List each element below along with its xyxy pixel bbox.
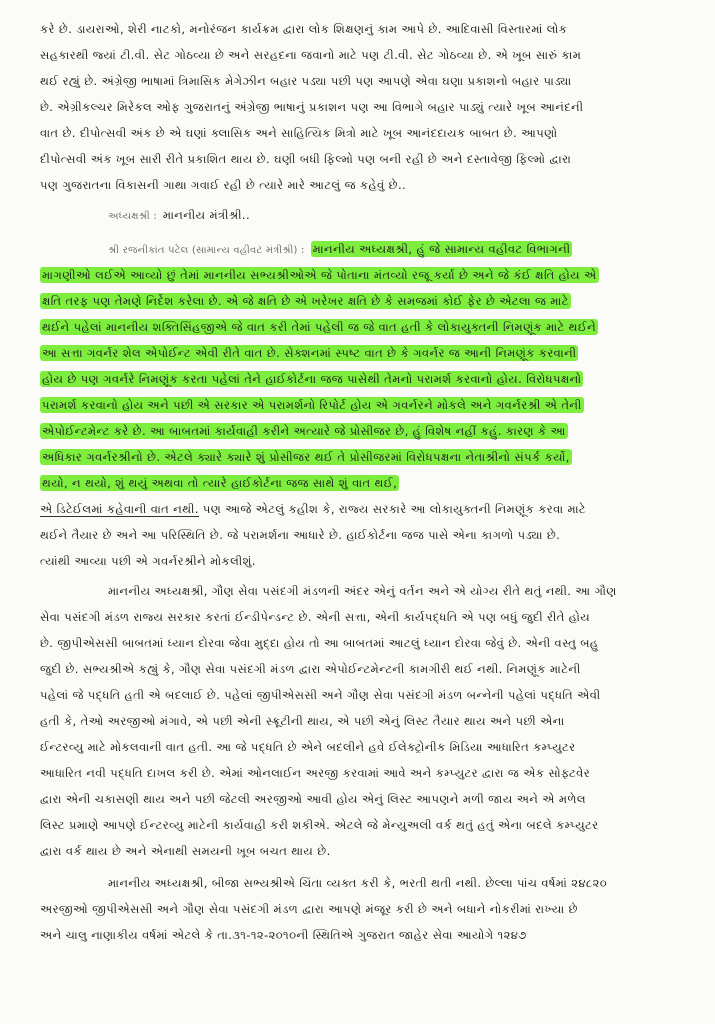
highlighted-text: થઈને પહેલાં માનનીય શક્તિસિંહજીએ જે વાત કરી તેમાં પહેલી જ જે વાત હતી કે લોકાયુક્તની નિમણૂંક માટે થઈને	[42, 320, 597, 334]
text-line: માનનીય અધ્યક્ષશ્રી, ગૌણ સેવા પસંદગી મંડળની અંદર એનું વર્તન અને એ યોગ્ય રીતે થતું નથી. આ ગૌણ	[108, 584, 617, 598]
highlighted-text: થયો, ન થયો, શું થયું અથવા તો ત્યારે હાઈકોર્ટના જજ સાથે શું વાત થઈ,	[42, 476, 398, 490]
text-line: કરે છે. ડાયરાઓ, શેરી નાટકો, મનોરંજન કાર્યક્રમ દ્વારા લોક શિક્ષણનું કામ આપે છે. આદિવાસી વિસ્તારમાં લોક	[40, 22, 568, 36]
text-line: આધારિત નવી પદ્ધતિ દાખલ કરી છે. એમાં ઓનલાઈન અરજી કરવામાં આવે અને કમ્પ્યુટર દ્વારા જ એક સોફ્ટવેર	[40, 766, 591, 780]
text-line: હતી કે, તેઓ અરજીઓ મંગાવે, એ પછી એની સ્ક્રૂટીની થાય, એ પછી એનું લિસ્ટ તૈયાર થાય અને પછી એના	[40, 714, 565, 728]
text-line: થઈ રહ્યું છે. અંગ્રેજી ભાષામાં ત્રિમાસિક મેગેઝીન બહાર પડ્યા પછી પણ આપણે એવા ઘણા પ્રકાશનો બહાર પાડ્યા	[40, 74, 572, 88]
text-line: પહેલાં જે પદ્ધતિ હતી એ બદલાઈ છે. પહેલાં જીપીએસસી અને ગૌણ સેવા પસંદગી મંડળ બન્નેની પહેલાં પદ્ધતિ એવી	[40, 688, 601, 702]
text-line: છે. એગ્રીકલ્ચર મિરેકલ ઓફ ગુજરાતનું અંગ્રેજી ભાષાનું પ્રકાશન પણ આ વિભાગે બહાર પાડ્યું ત્યારે ખૂબ આનંદની	[40, 100, 584, 114]
text-line: વાત છે. દીપોત્સવી અંક છે એ ઘણાં ક્લાસિક અને સાહિત્યિક મિત્રો માટે ખૂબ આનંદદાયક બાબત છે. આપણો	[40, 126, 558, 140]
highlighted-text: ક્ષતિ તરફ પણ તેમણે નિર્દેશ કરેલા છે. એ જે ક્ષતિ છે એ ખરેખર ક્ષતિ છે કે સમજમાં કોઈ ફેર છે એટલા જ માટે	[42, 294, 569, 308]
text-line	[40, 394, 690, 416]
text-line	[40, 472, 690, 494]
text-line: દ્વારા એની ચકાસણી થાય અને પછી જેટલી અરજીઓ આવી હોય એનું લિસ્ટ આપણને મળી જાય અને એ મળેલ	[40, 792, 586, 806]
text-line	[40, 420, 690, 442]
highlighted-text: માનનીય અધ્યક્ષશ્રી, હું જે સામાન્ય વહીવટ વિભાગની	[312, 242, 571, 256]
text-line: છે. જીપીએસસી બાબતમાં ધ્યાન દોરવા જેવા મુદ્દા હોય તો આ બાબતમાં આટલું ધ્યાન દોરવા જેવું છે. એની વસ્તુ બહુ	[40, 636, 599, 650]
speaker-line	[108, 238, 690, 260]
text-line: અરજીઓ જીપીએસસી અને ગૌણ સેવા પસંદગી મંડળ દ્વારા આપણે મંજૂર કરી છે અને બધાને નોકરીમાં રાખ્યા છે	[40, 902, 578, 916]
text-line: સેવા પસંદગી મંડળ રાજ્ય સરકાર કરતાં ઈન્ડીપેન્ડન્ટ છે. એની સત્તા, એની કાર્યપદ્ધતિ એ પણ બધું જુદી રીતે હોય	[40, 610, 591, 624]
text-line: અને ચાલુ નાણાકીય વર્ષમાં એટલે કે તા.૩૧-૧૨-૨૦૧૦ની સ્થિતિએ ગુજરાત જાહેર સેવા આયોગે ૧૨૪૭	[40, 928, 527, 942]
text-line: દ્વારા વર્ક થાય છે અને એનાથી સમયની ખૂબ બચત થાય છે.	[40, 844, 331, 858]
speaker-text: માનનીય મંત્રીશ્રી..	[162, 208, 250, 222]
speaker-line	[108, 204, 690, 226]
text-line: ત્યાંથી આવ્યા પછી એ ગવર્નરશ્રીને મોકલીશું.	[40, 554, 256, 568]
text-line	[40, 264, 690, 286]
text-line: માનનીય અધ્યક્ષશ્રી, બીજા સભ્યશ્રીએ ચિંતા વ્યક્ત કરી કે, ભરતી થતી નથી. છેલ્લા પાંચ વર્ષમાં ૨૪૮૨૦	[108, 876, 608, 890]
text-line: દીપોત્સવી અંક ખૂબ સારી રીતે પ્રકાશિત થાય છે. ઘણી બધી ફિલ્મો પણ બની રહી છે અને દસ્તાવેજી ફિલ્મો દ્વારા	[40, 152, 572, 166]
speaker-name: શ્રી રજનીકાંત પટેલ (સામાન્ય વહીવટ મંત્રીશ્રી) :	[108, 245, 305, 256]
highlighted-text: આ સત્તા ગવર્નર શેલ એપોઈન્ટ એવી રીતે વાત છે. સેક્શનમાં સ્પષ્ટ વાત છે કે ગવર્નર જ આની નિમણૂંક કરવાની	[42, 346, 577, 360]
highlighted-text: માગણીઓ લઈએ આવ્યો છું તેમાં માનનીય સભ્યશ્રીઓએ જે પોતાના મંતવ્યો રજૂ કર્યા છે અને જે કંઈ ક્ષતિ હોય એ	[42, 268, 597, 282]
highlighted-text: એપોઈન્ટમેન્ટ કરે છે. આ બાબતમાં કાર્યવાહી કરીને અત્યારે જે પ્રોસીજર છે, હું વિશેષ નહીં કહું. કારણ કે આ	[42, 424, 566, 438]
text-line	[40, 446, 690, 468]
text-line: ઈન્ટરવ્યુ માટે મોકલવાની વાત હતી. આ જે પદ્ધતિ છે એને બદલીને હવે ઈલેક્ટ્રોનીક મિડિયા આધારિત કમ્પ્યુટર	[40, 740, 576, 754]
speaker-name: અધ્યક્ષશ્રી :	[108, 211, 157, 222]
text-line	[40, 316, 690, 338]
underlined-text: એ ડિટેઈલમાં કહેવાની વાત નથી.	[40, 502, 199, 516]
text-line: સહકારથી જ્યાં ટી.વી. સેટ ગોઠવ્યા છે અને સરહદના જવાનો માટે પણ ટી.વી. સેટ ગોઠવ્યા છે. એ ખૂબ સારું કામ	[40, 48, 582, 62]
highlighted-text: પરામર્શ કરવાનો હોય અને પછી એ સરકાર એ પરામર્શનો રિપોર્ટ હોય એ ગવર્નરને મોકલે અને ગવર્નરશ્રી એ તેની	[42, 398, 582, 412]
text-line	[40, 290, 690, 312]
text-line: પણ ગુજરાતના વિકાસની ગાથા ગવાઈ રહી છે ત્યારે મારે આટલું જ કહેવું છે..	[40, 178, 407, 192]
text-line: જુદી છે. સભ્યશ્રીએ કહ્યું કે, ગૌણ સેવા પસંદગી મંડળ દ્વારા એપોઈન્ટમેન્ટની કામગીરી થઈ નથી. નિમણૂંક માટેની	[40, 662, 581, 676]
text-line	[40, 498, 690, 520]
text-line	[40, 342, 690, 364]
text-span: પણ આજે એટલું કહીશ કે, રાજ્ય સરકારે આ લોકાયુક્તની નિમણૂંક કરવા માટે	[198, 502, 586, 516]
text-line	[40, 368, 690, 390]
text-line: લિસ્ટ પ્રમાણે આપણે ઈન્ટરવ્યુ માટેની કાર્યવાહી કરી શકીએ. એટલે જે મેન્યુઅલી વર્ક થતું હતું એના બદલે કમ્પ્યુટર	[40, 818, 599, 832]
highlighted-text: હોય છે પણ ગવર્નરે નિમણૂંક કરતા પહેલાં તેને હાઈકોર્ટના જજ પાસેથી તેમનો પરામર્શ કરવાનો હોય. વિરોધપક્ષનો	[42, 372, 582, 386]
highlighted-text: અધિકાર ગવર્નરશ્રીનો છે. એટલે ક્યારે ક્યારે શું પ્રોસીજર થઈ તે પ્રોસીજરમાં વિરોધપક્ષના નેતાશ્રીનો સંપર્ક કર્યો,	[42, 450, 570, 464]
text-line: થઈને તૈયાર છે અને આ પરિસ્થિતિ છે. જે પરામર્શના આધારે છે. હાઈકોર્ટના જજ પાસે એના કાગળો પડ્યા છે.	[40, 528, 561, 542]
